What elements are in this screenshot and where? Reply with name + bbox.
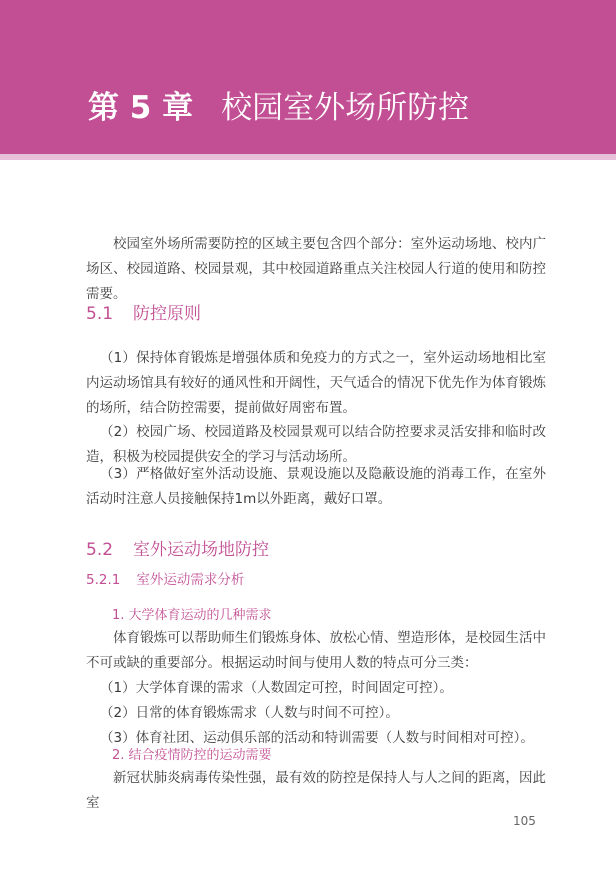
subsection-title: 室外运动需求分析 [136, 572, 245, 588]
subsection-number: 5.2.1 [86, 572, 121, 588]
section-title: 防控原则 [133, 304, 202, 324]
principle-item-3: （3）严格做好室外活动设施、景观设施以及隐蔽设施的消毒工作，在室外活动时注意人员接触保持1m以外距离，戴好口罩。 [86, 466, 546, 507]
principle-item-1: （1）保持体育锻炼是增强体质和免疫力的方式之一，室外运动场地相比室内运动场馆具有较好的通风性和开阔性，天气适合的情况下优先作为体育锻炼的场所，结合防控需要，提前做好周密布置。 [86, 350, 546, 416]
principle-item-2: （2）校园广场、校园道路及校园景观可以结合防控要求灵活安排和临时改造，积极为校园提供安全的学习与活动场所。 [86, 424, 546, 465]
section-heading-5-1 [86, 302, 201, 326]
demand-list-item-2: （2）日常的体育锻炼需求（人数与时间不可控）。 [100, 705, 399, 721]
section-number: 5.1 [86, 304, 114, 324]
chapter-name: 校园室外场所防控 [221, 90, 470, 126]
point-1-paragraph: 体育锻炼可以帮助师生们锻炼身体、放松心情、塑造形体，是校园生活中不可或缺的重要部分。根据运动时间与使用人数的特点可分三类： [86, 630, 546, 671]
point-heading-2: 2. 结合疫情防控的运动需要 [112, 748, 272, 763]
subsection-heading-5-2-1 [86, 569, 244, 591]
section-number: 5.2 [86, 540, 114, 560]
chapter-title [88, 88, 469, 128]
demand-list-item-3: （3）体育社团、运动俱乐部的活动和特训需要（人数与时间相对可控）。 [100, 730, 534, 746]
chapter-header-banner [0, 0, 616, 160]
intro-paragraph: 校园室外场所需要防控的区域主要包含四个部分：室外运动场地、校内广场区、校园道路、校园景观，其中校园道路重点关注校园人行道的使用和防控需要。 [86, 236, 546, 302]
demand-list-item-1: （1）大学体育课的需求（人数固定可控，时间固定可控）。 [100, 680, 453, 696]
page-number: 105 [513, 814, 536, 828]
point-heading-1: 1. 大学体育运动的几种需求 [112, 608, 272, 623]
point-2-paragraph: 新冠状肺炎病毒传染性强，最有效的防控是保持人与人之间的距离，因此室 [86, 770, 546, 811]
section-heading-5-2 [86, 538, 269, 562]
section-title: 室外运动场地防控 [133, 540, 270, 560]
chapter-number: 第 5 章 [88, 90, 194, 126]
